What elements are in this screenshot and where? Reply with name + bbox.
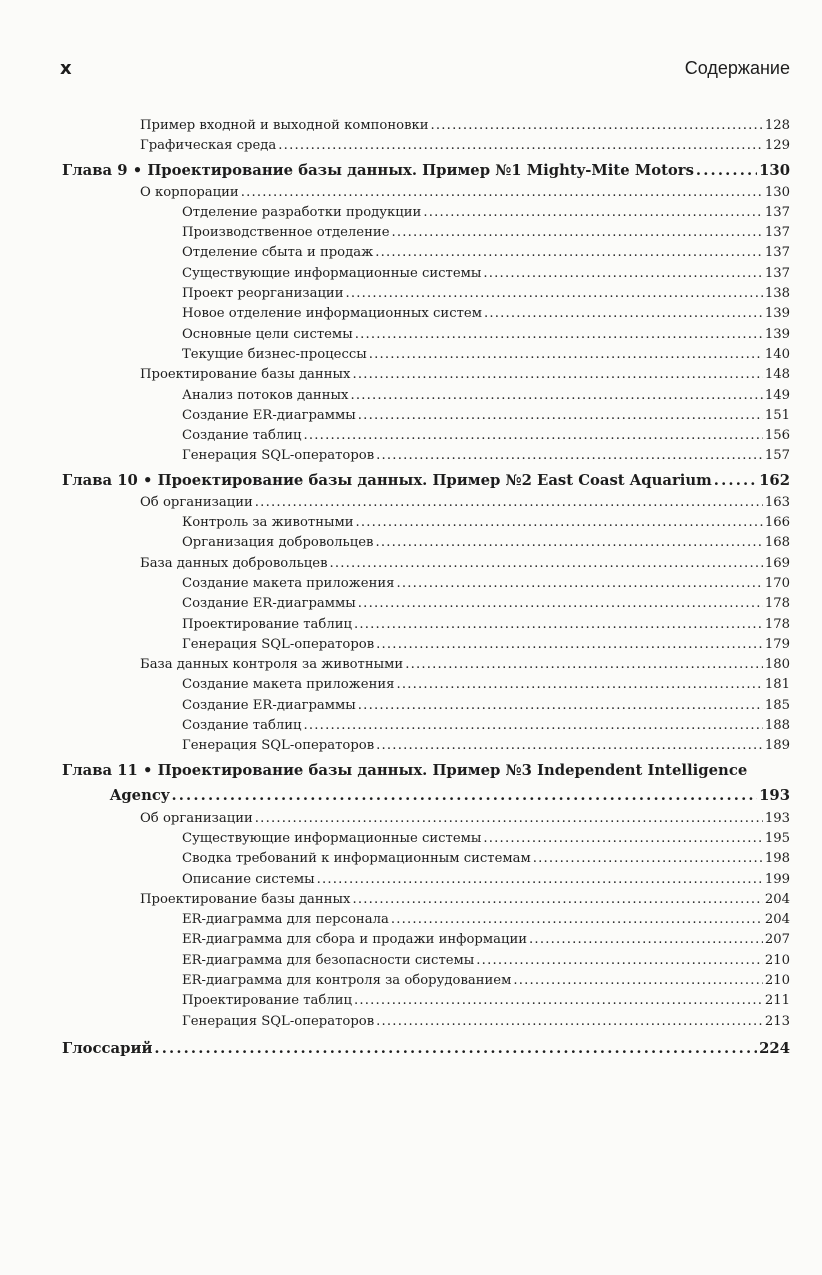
toc-dot-leader <box>396 576 762 591</box>
toc-subsection-entry[interactable] <box>62 993 790 1013</box>
toc-dot-leader <box>375 245 763 260</box>
toc-dot-leader <box>255 495 763 510</box>
toc-entry-title: Организация добровольцев <box>182 535 374 551</box>
toc-subsection-entry[interactable] <box>62 1014 790 1034</box>
toc-page-number: 185 <box>764 697 790 713</box>
toc-dot-leader <box>352 892 762 907</box>
toc-page-number: 137 <box>764 225 790 241</box>
toc-dot-leader <box>392 225 763 240</box>
toc-chapter-heading <box>62 762 790 784</box>
toc-page-number: 170 <box>764 575 790 591</box>
toc-entry-title: Основные цели системы <box>182 326 353 342</box>
toc-page-number: 178 <box>764 616 790 632</box>
toc-page-number: 224 <box>759 1039 790 1057</box>
toc-dot-leader <box>317 872 763 887</box>
toc-subsection-entry[interactable] <box>62 225 790 245</box>
toc-section-entry[interactable] <box>62 185 790 205</box>
toc-page-number: 199 <box>764 871 790 887</box>
toc-dot-leader <box>405 657 763 672</box>
toc-chapter-heading[interactable] <box>62 162 790 183</box>
toc-entry-title: Сводка требований к информационным системам <box>182 851 531 867</box>
toc-dot-leader <box>356 515 763 530</box>
toc-entry-title: ER-диаграмма для сбора и продажи информации <box>182 932 528 948</box>
toc-entry-title: Новое отделение информационных систем <box>182 306 482 322</box>
toc-dot-leader <box>423 205 762 220</box>
toc-entry-title: Создание ER-диаграммы <box>182 697 356 713</box>
toc-entry-title: Проектирование таблиц <box>182 993 353 1009</box>
toc-page-number: 178 <box>764 596 790 612</box>
toc-dot-leader <box>255 811 763 826</box>
toc-subsection-entry[interactable] <box>62 266 790 286</box>
toc-dot-leader <box>483 831 762 846</box>
toc-page-number: 168 <box>764 535 790 551</box>
toc-entry-title: Существующие информационные системы <box>182 830 482 846</box>
toc-page-number: 193 <box>759 786 790 804</box>
toc-entry-title: Глава 9 • Проектирование базы данных. Пример №1 Mighty-Mite Motors <box>62 161 694 179</box>
toc-section-entry[interactable] <box>62 367 790 387</box>
toc-page-number: 138 <box>764 286 790 302</box>
toc-dot-leader <box>154 1040 757 1057</box>
toc-dot-leader <box>484 306 763 321</box>
toc-subsection-entry[interactable] <box>62 286 790 306</box>
toc-entry-title: Проектирование таблиц <box>182 616 353 632</box>
toc-dot-leader <box>529 932 763 947</box>
toc-dot-leader <box>278 138 763 153</box>
toc-dot-leader <box>513 973 762 988</box>
toc-entry-title: Создание макета приложения <box>182 677 395 693</box>
toc-subsection-entry[interactable] <box>62 245 790 265</box>
toc-entry-title: Об организации <box>140 810 253 826</box>
toc-dot-leader <box>171 787 757 804</box>
toc-entry-title: Пример входной и выходной компоновки <box>140 118 429 133</box>
toc-chapter-heading-continued[interactable] <box>62 787 790 809</box>
toc-page-number: 169 <box>764 555 790 571</box>
toc-dot-leader <box>396 677 762 692</box>
toc-entry-title: Создание ER-диаграммы <box>182 407 356 423</box>
toc-page-number: 180 <box>764 657 790 673</box>
toc-page-number: 139 <box>764 326 790 342</box>
toc-entry-title: Проектирование базы данных <box>140 891 351 907</box>
toc-page-number: 130 <box>759 161 790 179</box>
toc-subsection-entry[interactable] <box>62 617 790 637</box>
toc-entry-title: Генерация SQL-операторов <box>182 1013 375 1029</box>
toc-subsection-entry[interactable] <box>62 576 790 596</box>
toc-entry-title: Создание таблиц <box>182 718 302 734</box>
toc-entry-title: Создание таблиц <box>182 428 302 444</box>
toc-page-number: 210 <box>764 972 790 988</box>
toc-subsection-entry[interactable] <box>62 718 790 738</box>
toc-dot-leader <box>476 953 763 968</box>
page-header <box>60 58 790 82</box>
toc-page-number: 210 <box>764 952 790 968</box>
toc-page-number: 181 <box>764 677 790 693</box>
toc-dot-leader <box>376 738 763 753</box>
toc-entry-title: Текущие бизнес-процессы <box>182 346 367 362</box>
toc-glossary-entry[interactable] <box>62 1040 790 1064</box>
toc-dot-leader <box>376 448 763 463</box>
toc-subsection-entry[interactable] <box>62 448 790 468</box>
toc-subsection-entry[interactable] <box>62 953 790 973</box>
toc-subsection-entry[interactable] <box>62 851 790 871</box>
toc-entry-title: Генерация SQL-операторов <box>182 636 375 652</box>
toc-entry-title: База данных контроля за животными <box>140 657 404 673</box>
toc-dot-leader <box>483 266 762 281</box>
toc-entry-title: Генерация SQL-операторов <box>182 448 375 464</box>
toc-dot-leader <box>241 185 763 200</box>
toc-page-number: 130 <box>764 184 790 200</box>
toc-subsection-entry[interactable] <box>62 408 790 428</box>
toc-subsection-entry[interactable] <box>62 428 790 448</box>
toc-page-number: 140 <box>764 346 790 362</box>
toc-entry-title: Производственное отделение <box>182 225 390 241</box>
toc-dot-leader <box>375 535 762 550</box>
toc-subsection-entry[interactable] <box>62 912 790 932</box>
toc-page-number: 128 <box>764 118 790 133</box>
toc-dot-leader <box>304 718 763 733</box>
toc-entry-title: ER-диаграмма для контроля за оборудованием <box>182 972 512 988</box>
toc-entry-title: Об организации <box>140 494 253 510</box>
toc-entry-title: ER-диаграмма для безопасности системы <box>182 952 475 968</box>
toc-page-number: 149 <box>764 387 790 403</box>
toc-dot-leader <box>358 698 763 713</box>
toc-section-entry[interactable] <box>62 556 790 576</box>
toc-dot-leader <box>346 286 763 301</box>
toc-dot-leader <box>358 596 763 611</box>
toc-subsection-entry[interactable] <box>62 831 790 851</box>
toc-subsection-entry[interactable] <box>62 677 790 697</box>
toc-page-number: 193 <box>764 810 790 826</box>
toc-dot-leader <box>376 637 763 652</box>
toc-page-number: 156 <box>764 428 790 444</box>
toc-entry-title: Отделение сбыта и продаж <box>182 245 374 261</box>
toc-subsection-entry[interactable] <box>62 872 790 892</box>
toc-page-number: 139 <box>764 306 790 322</box>
page-number: x <box>60 58 72 79</box>
toc-page-number: 213 <box>764 1013 790 1029</box>
toc-dot-leader <box>696 162 757 179</box>
toc-page-number: 204 <box>764 891 790 907</box>
toc-entry-title: Глава 10 • Проектирование базы данных. Пример №2 East Coast Aquarium <box>62 471 712 489</box>
toc-subsection-entry[interactable] <box>62 306 790 326</box>
toc-dot-leader <box>431 118 763 133</box>
toc-page-number: 129 <box>764 138 790 154</box>
toc-page-number: 189 <box>764 738 790 754</box>
toc-page-number: 151 <box>764 407 790 423</box>
toc-section-entry[interactable] <box>62 118 790 138</box>
toc-section-entry[interactable] <box>62 495 790 515</box>
toc-dot-leader <box>391 912 763 927</box>
toc-entry-title: База данных добровольцев <box>140 555 328 571</box>
running-head: Содержание <box>684 58 790 78</box>
toc-section-entry[interactable] <box>62 657 790 677</box>
toc-subsection-entry[interactable] <box>62 535 790 555</box>
toc-page-number: 137 <box>764 245 790 261</box>
toc-entry-title: Описание системы <box>182 871 315 887</box>
toc-entry-title: ER-диаграмма для персонала <box>182 912 389 928</box>
toc-page-number: 195 <box>764 830 790 846</box>
toc-dot-leader <box>354 993 763 1008</box>
toc-chapter-heading[interactable] <box>62 472 790 493</box>
toc-dot-leader <box>354 617 763 632</box>
table-of-contents <box>62 118 790 1064</box>
toc-subsection-entry[interactable] <box>62 388 790 408</box>
toc-subsection-entry[interactable] <box>62 738 790 758</box>
toc-subsection-entry[interactable] <box>62 205 790 225</box>
toc-dot-leader <box>533 851 763 866</box>
toc-entry-title: Отделение разработки продукции <box>182 204 422 220</box>
toc-entry-title: Проект реорганизации <box>182 286 344 302</box>
toc-section-entry[interactable] <box>62 138 790 158</box>
toc-subsection-entry[interactable] <box>62 698 790 718</box>
toc-entry-title: Глава 11 • Проектирование базы данных. Пример №3 Independent Intelligence <box>62 761 748 779</box>
toc-dot-leader <box>304 428 763 443</box>
toc-subsection-entry[interactable] <box>62 515 790 535</box>
toc-page-number: 188 <box>764 718 790 734</box>
toc-entry-title: Глоссарий <box>62 1039 153 1057</box>
toc-dot-leader <box>352 367 762 382</box>
toc-dot-leader <box>355 327 763 342</box>
toc-entry-title-continued: Agency <box>109 786 170 804</box>
toc-dot-leader <box>376 1014 763 1029</box>
toc-entry-title: Проектирование базы данных <box>140 367 351 383</box>
toc-entry-title: Анализ потоков данных <box>182 387 349 403</box>
toc-subsection-entry[interactable] <box>62 596 790 616</box>
toc-section-entry[interactable] <box>62 892 790 912</box>
toc-dot-leader <box>358 408 763 423</box>
toc-dot-leader <box>350 388 762 403</box>
toc-page-number: 162 <box>759 471 790 489</box>
toc-subsection-entry[interactable] <box>62 973 790 993</box>
toc-dot-leader <box>369 347 763 362</box>
toc-dot-leader <box>714 472 757 489</box>
toc-page-number: 198 <box>764 851 790 867</box>
toc-entry-title: О корпорации <box>140 184 239 200</box>
toc-page-number: 204 <box>764 912 790 928</box>
toc-subsection-entry[interactable] <box>62 932 790 952</box>
toc-subsection-entry[interactable] <box>62 637 790 657</box>
toc-page-number: 211 <box>764 993 790 1009</box>
toc-dot-leader <box>330 556 763 571</box>
toc-entry-title: Контроль за животными <box>182 515 354 531</box>
toc-subsection-entry[interactable] <box>62 347 790 367</box>
toc-entry-title: Существующие информационные системы <box>182 265 482 281</box>
toc-entry-title: Генерация SQL-операторов <box>182 738 375 754</box>
toc-page-number: 166 <box>764 515 790 531</box>
toc-entry-title: Графическая среда <box>140 138 277 154</box>
toc-page-number: 179 <box>764 636 790 652</box>
toc-entry-title: Создание макета приложения <box>182 575 395 591</box>
toc-page-number: 137 <box>764 265 790 281</box>
toc-subsection-entry[interactable] <box>62 327 790 347</box>
toc-page-number: 137 <box>764 204 790 220</box>
toc-section-entry[interactable] <box>62 811 790 831</box>
toc-page-number: 207 <box>764 932 790 948</box>
toc-page-number: 163 <box>764 494 790 510</box>
toc-entry-title: Создание ER-диаграммы <box>182 596 356 612</box>
toc-page-number: 157 <box>764 448 790 464</box>
toc-page-number: 148 <box>764 367 790 383</box>
